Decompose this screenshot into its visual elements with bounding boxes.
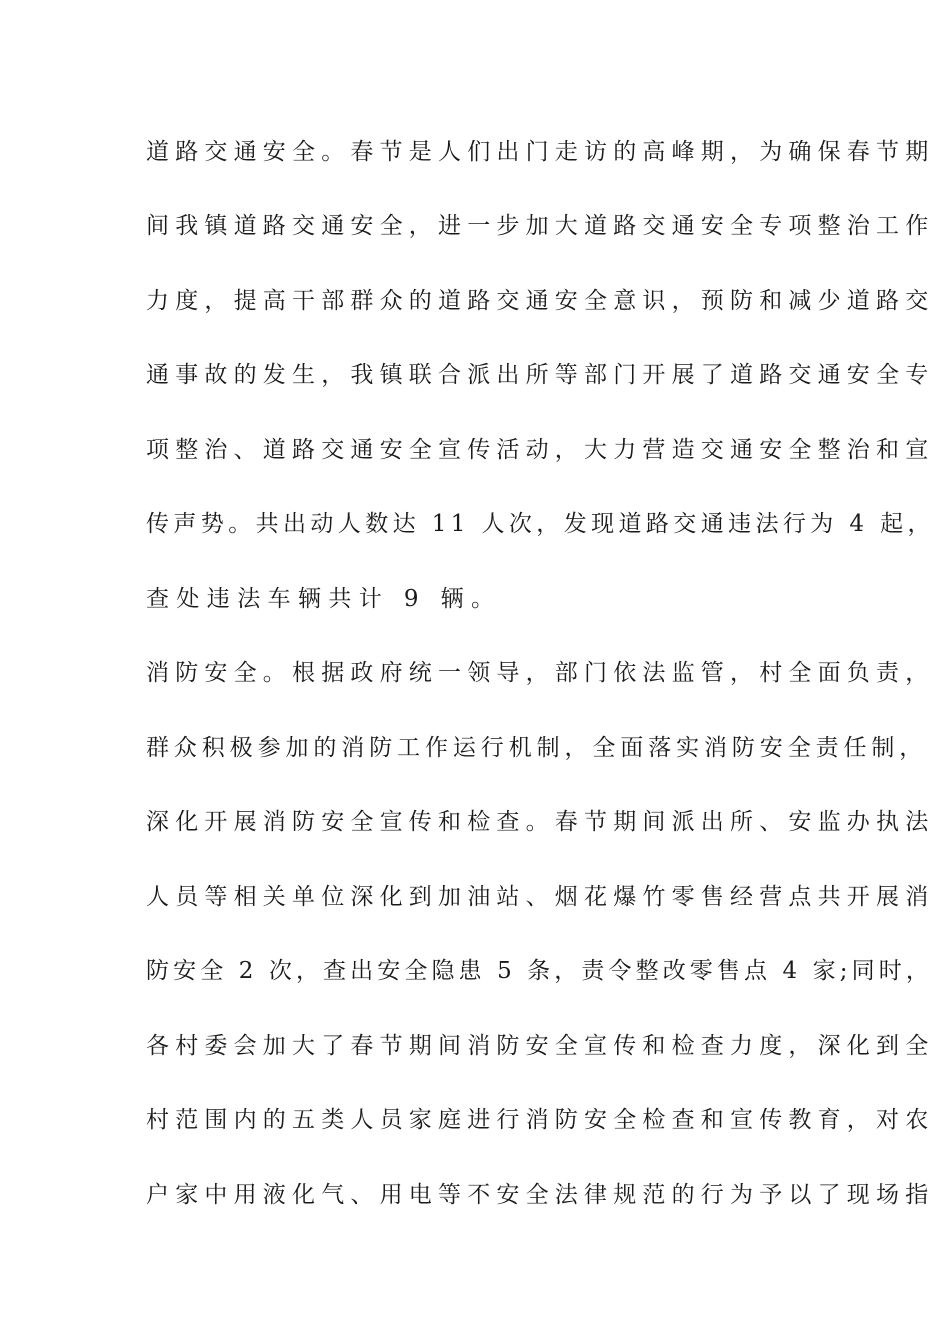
paragraph-line: 各村委会加大了春节期间消防安全宣传和检查力度，深化到全 xyxy=(146,1033,935,1059)
paragraph-line: 力度，提高干部群众的道路交通安全意识，预防和减少道路交 xyxy=(146,288,935,314)
paragraph-line: 户家中用液化气、用电等不安全法律规范的行为予以了现场指 xyxy=(146,1182,935,1208)
paragraph-line: 深化开展消防安全宣传和检查。春节期间派出所、安监办执法 xyxy=(146,809,935,835)
paragraph-line: 道路交通安全。春节是人们出门走访的高峰期，为确保春节期 xyxy=(146,139,935,165)
paragraph-line: 项整治、道路交通安全宣传活动，大力营造交通安全整治和宣 xyxy=(146,437,935,463)
paragraph-line: 通事故的发生，我镇联合派出所等部门开展了道路交通安全专 xyxy=(146,362,935,388)
paragraph-line: 人员等相关单位深化到加油站、烟花爆竹零售经营点共开展消 xyxy=(146,884,935,910)
paragraph-line: 群众积极参加的消防工作运行机制，全面落实消防安全责任制， xyxy=(146,735,928,761)
paragraph-line: 村范围内的五类人员家庭进行消防安全检查和宣传教育，对农 xyxy=(146,1107,935,1133)
paragraph-line: 传声势。共出动人数达 11 人次，发现道路交通违法行为 4 起， xyxy=(146,511,935,537)
paragraph-line: 查处违法车辆共计 9 辆。 xyxy=(146,586,502,612)
paragraph-line: 防安全 2 次，查出安全隐患 5 条，责令整改零售点 4 家;同时， xyxy=(146,958,933,984)
paragraph-line: 间我镇道路交通安全，进一步加大道路交通安全专项整治工作 xyxy=(146,213,935,239)
paragraph-line: 消防安全。根据政府统一领导，部门依法监管，村全面负责， xyxy=(146,660,935,686)
